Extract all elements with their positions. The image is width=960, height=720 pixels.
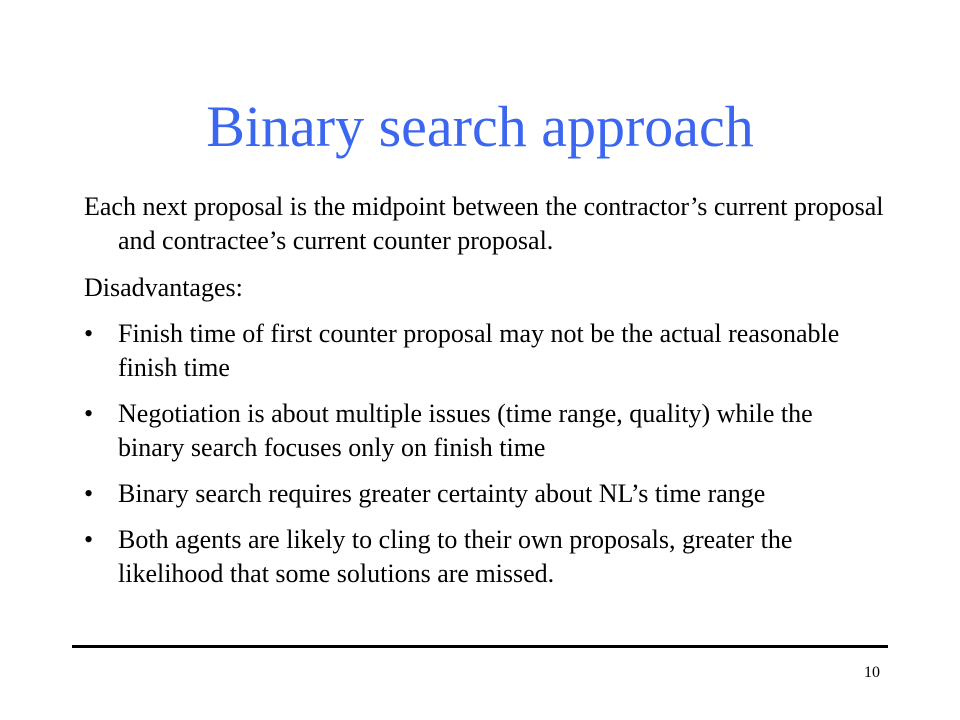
page-number: 10 [864,664,880,681]
list-item [84,317,884,385]
footer-divider [72,645,888,648]
bullet-text: Binary search requires greater certainty about NL’s time range [118,479,766,508]
bullet-icon: • [84,319,94,348]
bullet-list [84,317,884,591]
bullet-icon: • [84,399,94,428]
list-item [84,397,884,465]
list-item [84,523,884,591]
disadvantages-label: Disadvantages: [84,273,243,302]
intro-paragraph: Each next proposal is the midpoint between the contractor’s current proposal and contractee’s current counter proposal. [84,192,884,255]
list-item [84,477,884,511]
bullet-text: Negotiation is about multiple issues (time range, quality) while the binary search focuses only on finish time [118,399,813,462]
slide-title: Binary search approach [206,94,754,159]
bullet-text: Both agents are likely to cling to their own proposals, greater the likelihood that some solutions are missed. [118,525,793,588]
slide-body [84,190,884,603]
bullet-text: Finish time of first counter proposal may not be the actual reasonable finish time [118,319,840,382]
bullet-icon: • [84,525,94,554]
bullet-icon: • [84,479,94,508]
